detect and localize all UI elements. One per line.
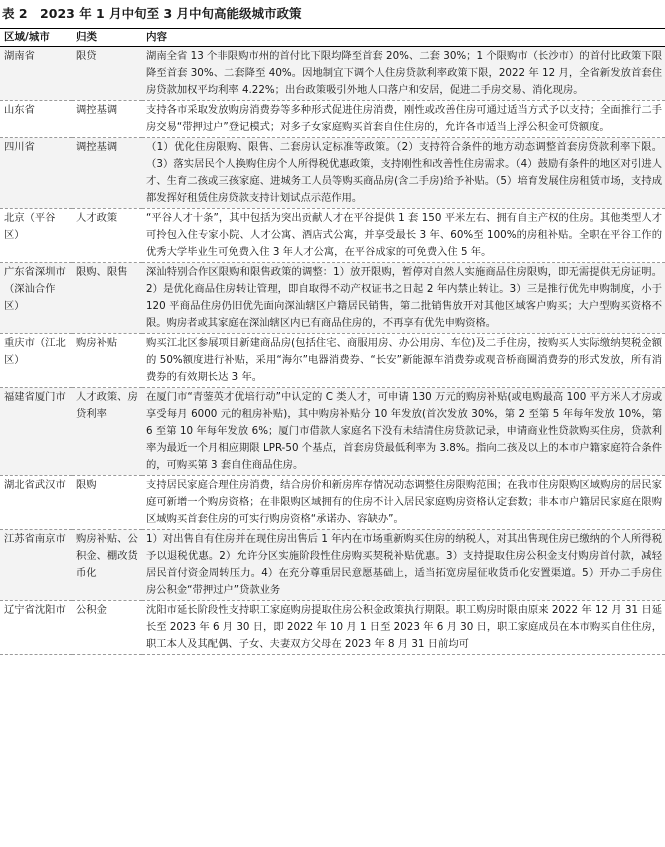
table-row bbox=[0, 601, 665, 655]
content-cell: 沈阳市延长阶段性支持职工家庭购房提取住房公积金政策执行期限。职工购房时限由原来 2022 年 12 月 31 日延长至 2023 年 6 月 30 日，即 2022 年 10 月 1 日至 2023 年 6 月 30 日，职工家庭成员在本市购买自住住房，职工本人及其配偶、子女、夫妻双方父母在 2023 年 8 月 31 日前均可 bbox=[146, 604, 662, 650]
category-cell: 限购 bbox=[76, 479, 97, 491]
content-cell: 支持各市采取发放购房消费券等多种形式促进住房消费，刚性或改善住房可通过适当方式予以支持；全面推行二手房交易“带押过户”登记模式；对多子女家庭购买首套自住住房的，允许各市适当上浮公积金可贷额度。 bbox=[146, 104, 662, 133]
region-cell: 北京（平谷区） bbox=[4, 212, 56, 241]
region-cell: 湖北省武汉市 bbox=[4, 479, 66, 491]
content-cell: 深汕特别合作区限购和限售政策的调整：1）放开限购，暂停对自然人实施商品住房限购，即无需提供无房证明。2）是优化商品住房转让管理，即自取得不动产权证书之日起 2 年内禁止转让。3）三是推行优先申购制度，小于 120 平商品住房仍旧优先面向深汕辖区户籍居民销售，第二批销售放开对其他区域客户购买；大户型购买资格不限。购房者或其家庭在深汕辖区内已有商品住房的，不再享有优先申购资格。 bbox=[146, 266, 662, 329]
policy-table bbox=[0, 28, 665, 655]
region-cell: 四川省 bbox=[4, 141, 35, 153]
region-cell: 山东省 bbox=[4, 104, 35, 116]
category-cell: 购房补贴 bbox=[76, 337, 118, 349]
table-header-row bbox=[0, 29, 665, 47]
table-row bbox=[0, 209, 665, 263]
table-row bbox=[0, 101, 665, 138]
region-cell: 江苏省南京市 bbox=[4, 533, 66, 545]
content-cell: 在厦门市“青蓥英才优培行动”中认定的 C 类人才，可申请 130 万元的购房补贴(或电购最高 100 平方米人才房或享受每月 6000 元的租房补贴)，其中购房补贴分 10 年发放(首次发放 30%，第 2 至第 5 年每年发放 10%，第 6 至第 10 年每年发放 6%；厦门市借款人家庭名下没有未结清住房贷款记录，申请商业性贷款购买住房，贷款利率为最近一个月相应期限 LPR-50 个基点，首套房贷最低利率为 3.8%。指向二孩及以上的本市户籍家庭符合条件的，可购买第 3 套自住商品住房。 bbox=[146, 391, 662, 471]
table-body bbox=[0, 47, 665, 655]
table-row bbox=[0, 334, 665, 388]
region-cell: 福建省厦门市 bbox=[4, 391, 66, 403]
category-cell: 限购、限售 bbox=[76, 266, 128, 278]
header-region: 区域/城市 bbox=[4, 31, 50, 43]
region-cell: 湖南省 bbox=[4, 50, 35, 62]
content-cell: 支持居民家庭合理住房消费，结合房价和新房库存情况动态调整住房限购范围；在我市住房限购区域购房的居民家庭可新增一个购房资格；在非限购区域拥有的住房不计入居民家庭购房资格认定套数；非本市户籍居民家庭在限购区域购买首套住房的可实行购房资格“承诺办、容缺办”。 bbox=[146, 479, 662, 525]
header-category: 归类 bbox=[76, 31, 97, 43]
table-row bbox=[0, 138, 665, 209]
content-cell: 购买江北区参展项目新建商品房(包括住宅、商服用房、办公用房、车位)及二手住房，按购买人实际缴纳契税金额的 50%额度进行补贴，采用“海尔”电器消费券、“长安”新能源车消费券或观音桥商圈消费券的形式发放，所有消费券的有效期长达 3 年。 bbox=[146, 337, 662, 383]
category-cell: 调控基调 bbox=[76, 104, 118, 116]
category-cell: 人才政策 bbox=[76, 212, 118, 224]
category-cell: 调控基调 bbox=[76, 141, 118, 153]
region-cell: 辽宁省沈阳市 bbox=[4, 604, 66, 616]
category-cell: 购房补贴、公积金、棚改货币化 bbox=[76, 533, 138, 579]
content-cell: 1）对出售自有住房并在现住房出售后 1 年内在市场重新购买住房的纳税人，对其出售现住房已缴纳的个人所得税予以退税优惠。2）允许分区实施阶段性住房购买契税补贴优惠。3）支持提取住房公积金支付购房首付款，减轻居民首付资金周转压力。4）在充分尊重居民意愿基础上，适当拓宽房屋征收货币化安置渠道。5）开办二手房住房公积金“带押过户”贷款业务 bbox=[146, 533, 662, 596]
content-cell: （1）优化住房限购、限售、二套房认定标准等政策。（2）支持符合条件的地方动态调整首套房贷款利率下限。（3）落实居民个人换购住房个人所得税优惠政策，支持刚性和改善性住房需求。（4）鼓励有条件的地区对引进人才、生育二孩或三孩家庭、进城务工人员等购买商品房(含二手房)给予补贴。（5）培育发展住房租赁市场，支持成都发挥好租赁住房贷款支持计划试点示范作用。 bbox=[146, 141, 662, 204]
content-cell: “平谷人才十条”，其中包括为突出贡献人才在平谷提供 1 套 150 平米左右、拥有自主产权的住房。其他类型人才可拎包入住专家小院、人才公寓、酒店式公寓，并享受最长 3 年、60%至 100%的房租补贴。全职在平谷工作的优秀大学毕业生可免费入住 3 年人才公寓，在平谷成家的可免费入住 5 年。 bbox=[146, 212, 662, 258]
table-row bbox=[0, 388, 665, 476]
category-cell: 公积金 bbox=[76, 604, 107, 616]
table-row bbox=[0, 263, 665, 334]
table-row bbox=[0, 476, 665, 530]
table-row bbox=[0, 47, 665, 101]
region-cell: 重庆市（江北区） bbox=[4, 337, 66, 366]
header-content: 内容 bbox=[146, 31, 167, 43]
table-row bbox=[0, 530, 665, 601]
category-cell: 人才政策、房贷利率 bbox=[76, 391, 138, 420]
category-cell: 限贷 bbox=[76, 50, 97, 62]
table-header bbox=[0, 29, 665, 47]
table-caption: 表 2 2023 年 1 月中旬至 3 月中旬高能级城市政策 bbox=[2, 6, 302, 21]
content-cell: 湖南全省 13 个非限购市州的首付比下限均降至首套 20%、二套 30%；1 个限购市（长沙市）的首付比政策下限降至首套 30%、二套降至 40%。因地制宜下调个人住房贷款利率政策下限，2022 年 12 月，全省新发放首套住房贷款加权平均利率 4.22%；出台政策吸引外地人口落户和安居，促进二手房交易、消化现房。 bbox=[146, 50, 662, 96]
region-cell: 广东省深圳市（深汕合作区） bbox=[4, 266, 66, 312]
